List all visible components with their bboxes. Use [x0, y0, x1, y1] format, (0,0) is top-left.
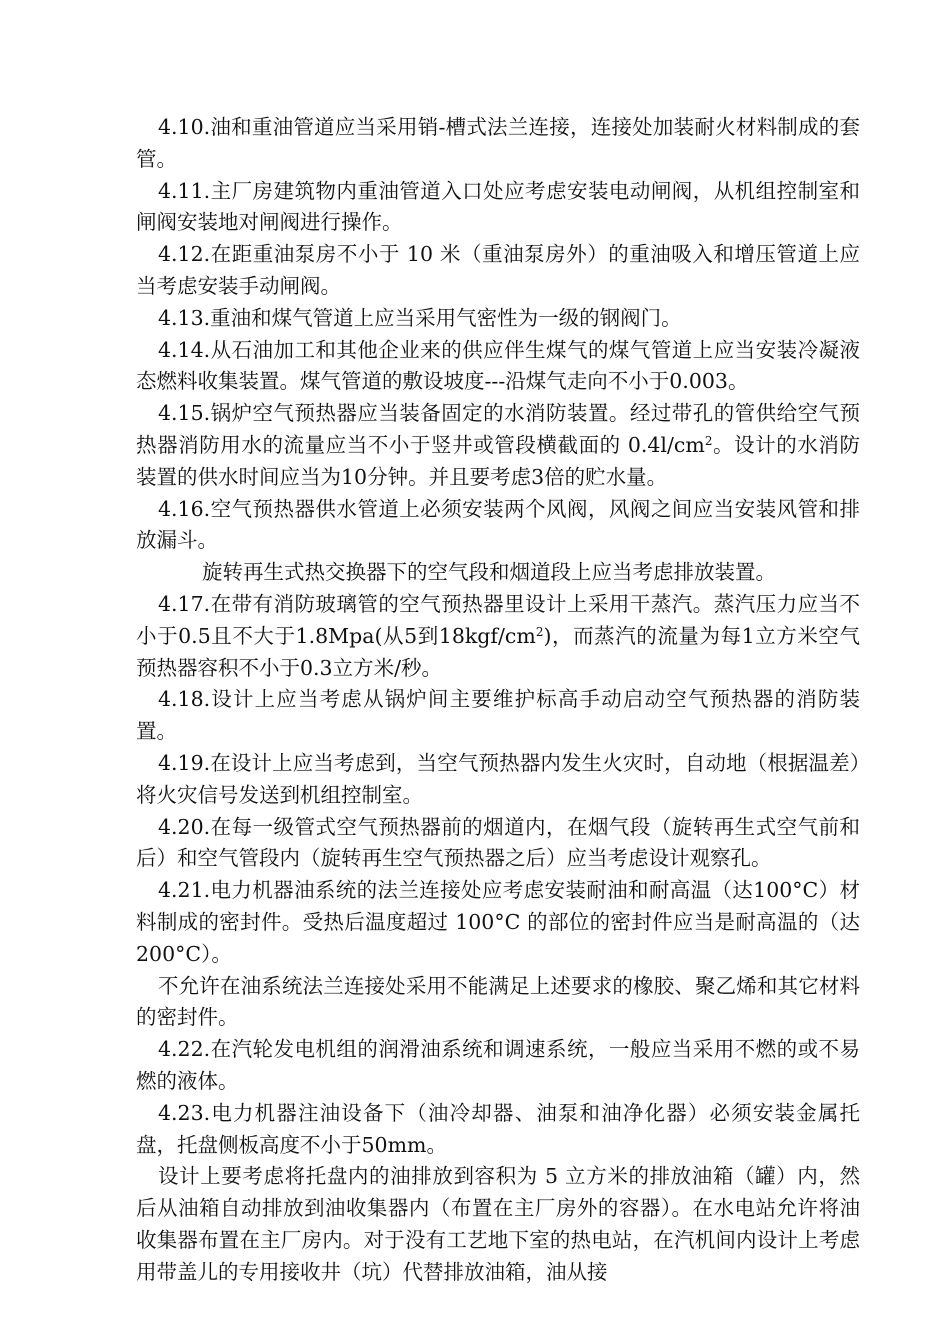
paragraph-4-22: 4.22.在汽轮发电机组的润滑油系统和调速系统，一般应当采用不燃的或不易燃的液体。: [136, 1037, 860, 1093]
paragraph-4-20: 4.20.在每一级管式空气预热器前的烟道内，在烟气段（旋转再生式空气前和后）和空气管段内（旋转再生空气预热器之后）应当考虑设计观察孔。: [136, 814, 860, 871]
paragraph-4-15-text-a: 4.15.锅炉空气预热器应当装备固定的水消防装置。经过带孔的管供给空气预热器消防用水的流量应当不小于竖井或管段横截面的 0.4l/cm: [136, 401, 860, 457]
paragraph-4-10: 4.10.油和重油管道应当采用销-槽式法兰连接，连接处加装耐火材料制成的套管。: [136, 115, 860, 171]
paragraph-4-11: 4.11.主厂房建筑物内重油管道入口处应考虑安装电动闸阀，从机组控制室和闸阀安装地对闸阀进行操作。: [136, 178, 860, 235]
paragraph-4-21: 4.21.电力机器油系统的法兰连接处应考虑安装耐油和耐高温（达100°C）材料制成的密封件。受热后温度超过 100°C 的部位的密封件应当是耐高温的（达200°C）。: [136, 878, 860, 966]
paragraph-4-17-text-b: )，而蒸汽的流量为每1立方米空气预热器容积不小于0.3立方米/秒。: [136, 623, 860, 680]
paragraph-4-13: 4.13.重油和煤气管道上应当采用气密性为一级的钢阀门。: [158, 305, 682, 330]
superscript-2: 2: [535, 624, 544, 639]
paragraph-4-12: 4.12.在距重油泵房不小于 10 米（重油泵房外）的重油吸入和增压管道上应当考虑安装手动闸阀。: [136, 242, 860, 298]
paragraph-4-19: 4.19.在设计上应当考虑到，当空气预热器内发生火灾时，自动地（根据温差）将火灾信号发送到机组控制室。: [136, 750, 860, 807]
paragraph-4-23: 4.23.电力机器注油设备下（油冷却器、油泵和油净化器）必须安装金属托盘，托盘侧板高度不小于50mm。: [136, 1100, 860, 1157]
paragraph-4-16: 4.16.空气预热器供水管道上必须安装两个风阀，风阀之间应当安装风管和排放漏斗。: [136, 496, 860, 553]
paragraph-4-15-text-b: 。设计的水消防装置的供水时间应当为10分钟。并且要考虑3倍的贮水量。: [136, 432, 860, 489]
superscript-2: 2: [704, 433, 713, 448]
paragraph-4-14: 4.14.从石油加工和其他企业来的供应伴生煤气的煤气管道上应当安装冷凝液态燃料收集装置。煤气管道的敷设坡度---沿煤气走向不小于0.003。: [136, 337, 860, 394]
paragraph-4-21-note: 不允许在油系统法兰连接处采用不能满足上述要求的橡胶、聚乙烯和其它材料的密封件。: [136, 973, 860, 1030]
document-page: [136, 112, 860, 1288]
paragraph-4-17-text-a: 4.17.在带有消防玻璃管的空气预热器里设计上采用干蒸汽。蒸汽压力应当不小于0.5且不大于1.8Mpa(从5到18kgf/cm: [136, 591, 860, 648]
paragraph-4-16-note: 旋转再生式热交换器下的空气段和烟道段上应当考虑排放装置。: [202, 560, 776, 585]
paragraph-4-23-note: 设计上要考虑将托盘内的油排放到容积为 5 立方米的排放油箱（罐）内，然后从油箱自动排放到油收集器内（布置在主厂房外的容器）。在水电站允许将油收集器布置在主厂房内。对于没有工艺地下室的热电站，在汽机间内设计上考虑用带盖儿的专用接收井（坑）代替排放油箱，油从接: [136, 1164, 860, 1284]
paragraph-4-15: [136, 398, 860, 493]
paragraph-4-17: [136, 589, 860, 684]
paragraph-4-18: 4.18.设计上应当考虑从锅炉间主要维护标高手动启动空气预热器的消防装置。: [136, 687, 860, 744]
